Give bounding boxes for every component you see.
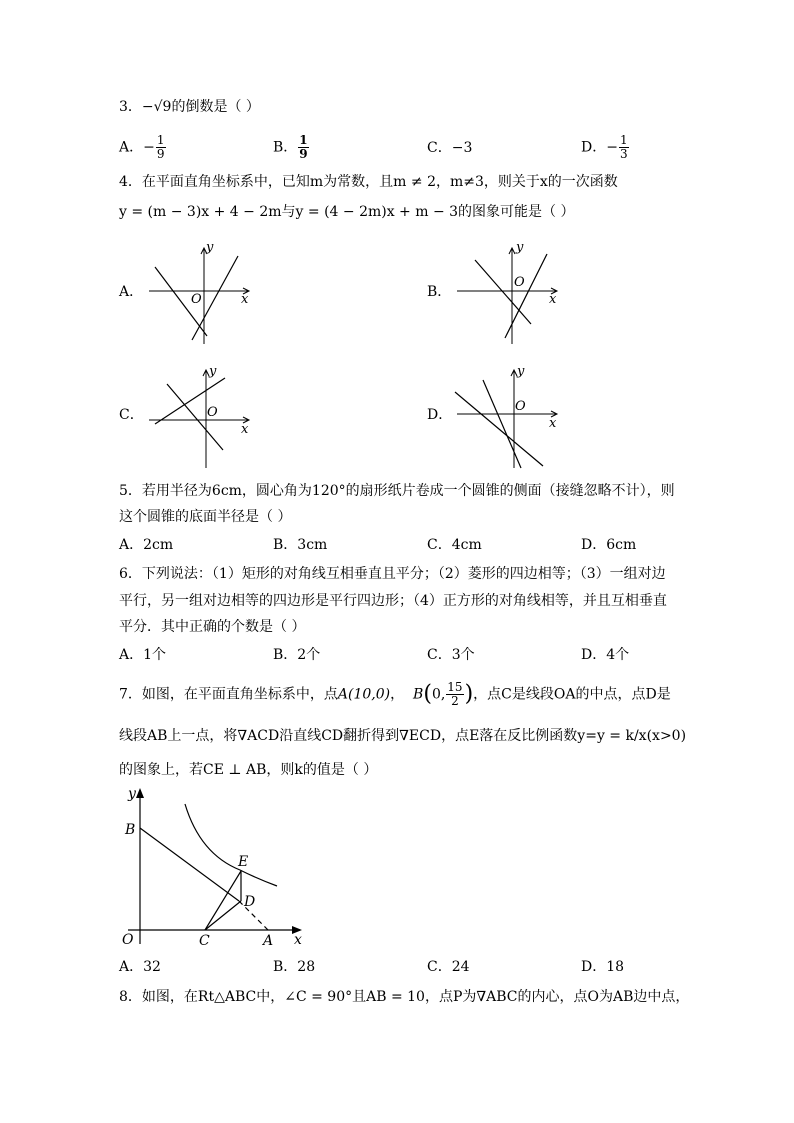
y-label: y [209,364,217,379]
origin-label: O [191,292,202,307]
q5-option-a[interactable]: A．2cm [119,537,174,553]
label-a: A [263,933,274,949]
q5-option-d[interactable]: D．6cm [581,537,637,553]
q3-stem: 3．−√9的倒数是（ ） [119,99,260,115]
q3-option-b[interactable]: B． $\frac{1}{9}$ [273,133,308,161]
label-y: y [128,786,136,802]
q3-option-a[interactable]: A．− $\frac{1}{9}$ [119,133,165,161]
q4-line-2: y = (m − 3)x + 4 − 2m与y = (4 − 2m)x + m − 3的图象可能是（ ） [119,204,575,220]
q7-line-2: 线段AB上一点，将∇ACD沿直线CD翻折得到∇ECD，点E落在反比例函数y=y = k/x(x>0) [119,728,687,744]
q7-option-c[interactable]: C．24 [427,959,470,975]
hyperbola-curve [185,804,277,886]
q5-line-2: 这个圆锥的底面半径是（ ） [119,509,292,525]
q5-options [119,535,679,565]
q3-option-d[interactable]: D．− $\frac{1}{3}$ [581,133,628,161]
line-2 [505,254,547,338]
q6-option-d[interactable]: D．4个 [581,647,630,663]
line-1 [475,260,531,324]
q7-option-d[interactable]: D．18 [581,959,625,975]
q6-option-b[interactable]: B．2个 [273,647,321,663]
q6-options [119,645,679,675]
label-x: x [294,932,302,948]
q3-options [119,130,679,160]
y-label: y [206,240,214,255]
q4-label-d[interactable]: D． [427,407,453,423]
x-label: x [241,292,249,307]
fraction: $\frac{15}{2}$ [447,680,463,708]
q4-label-a[interactable]: A． [119,284,144,300]
q7-figure [120,784,310,949]
fraction: $\frac{1}{3}$ [619,133,628,161]
q6-option-c[interactable]: C．3个 [427,647,475,663]
fraction: $\frac{1}{9}$ [156,133,165,161]
fraction: $\frac{1}{9}$ [299,133,308,161]
q7-option-b[interactable]: B．28 [273,959,316,975]
line-1 [455,392,543,466]
q4-label-c[interactable]: C． [119,407,144,423]
y-label: y [516,240,524,255]
x-label: x [549,292,557,307]
label-b: B [125,822,136,838]
label-c: C [199,933,210,949]
y-axis-arrow-icon [136,788,144,798]
q7-option-a[interactable]: A．32 [119,959,161,975]
segment-bd [140,828,239,901]
point-a: A(10,0) [337,686,391,703]
segment-cd [205,901,241,930]
q4-label-b[interactable]: B． [427,284,452,300]
q8-line-1: 8．如图，在Rt△ABC中，∠C = 90°且AB = 10，点P为∇ABC的内心，点O为AB边中点， [119,989,690,1005]
q6-option-a[interactable]: A．1个 [119,647,167,663]
y-label: y [517,364,525,379]
line-2 [483,380,521,468]
paren-close: ) [464,681,474,707]
q7-options [119,957,679,987]
origin-label: O [207,405,218,420]
q6-line-3: 平分．其中正确的个数是（ ） [119,619,306,635]
q4-graph-d [453,364,568,474]
label-d: D [244,894,256,910]
q5-line-1: 5．若用半径为6cm，圆心角为120°的扇形纸片卷成一个圆锥的侧面（接缝忽略不计），则 [119,483,675,499]
q6-line-1: 6．下列说法：（1）矩形的对角线互相垂直且平分；（2）菱形的四边相等；（3）一组对边 [119,566,666,582]
q3-option-c[interactable]: C．−3 [427,140,473,156]
label-e: E [238,854,249,870]
q7-line-1: 7．如图，在平面直角坐标系中，点A(10,0)， B(0, $\frac{15}{2}$ )，点C是线段OA的中点，点D是 [119,680,671,708]
label-o: O [122,932,134,948]
q5-option-b[interactable]: B．3cm [273,537,328,553]
x-label: x [241,422,249,437]
paren-open: ( [423,681,432,707]
q4-graph-c [145,364,260,474]
q4-graph-a [145,240,260,350]
q6-line-2: 平行，另一组对边相等的四边形是平行四边形；（4）正方形的对角线相等，并且互相垂直 [119,593,667,609]
x-label: x [549,416,557,431]
origin-label: O [515,399,526,414]
q7-line-3: 的图象上，若CE ⊥ AB，则k的值是（ ） [119,762,378,778]
origin-label: O [514,275,525,290]
q4-line-1: 4．在平面直角坐标系中，已知m为常数，且m ≠ 2，m≠3，则关于x的一次函数 [119,174,618,190]
q4-graph-b [453,240,568,350]
q5-option-c[interactable]: C．4cm [427,537,482,553]
